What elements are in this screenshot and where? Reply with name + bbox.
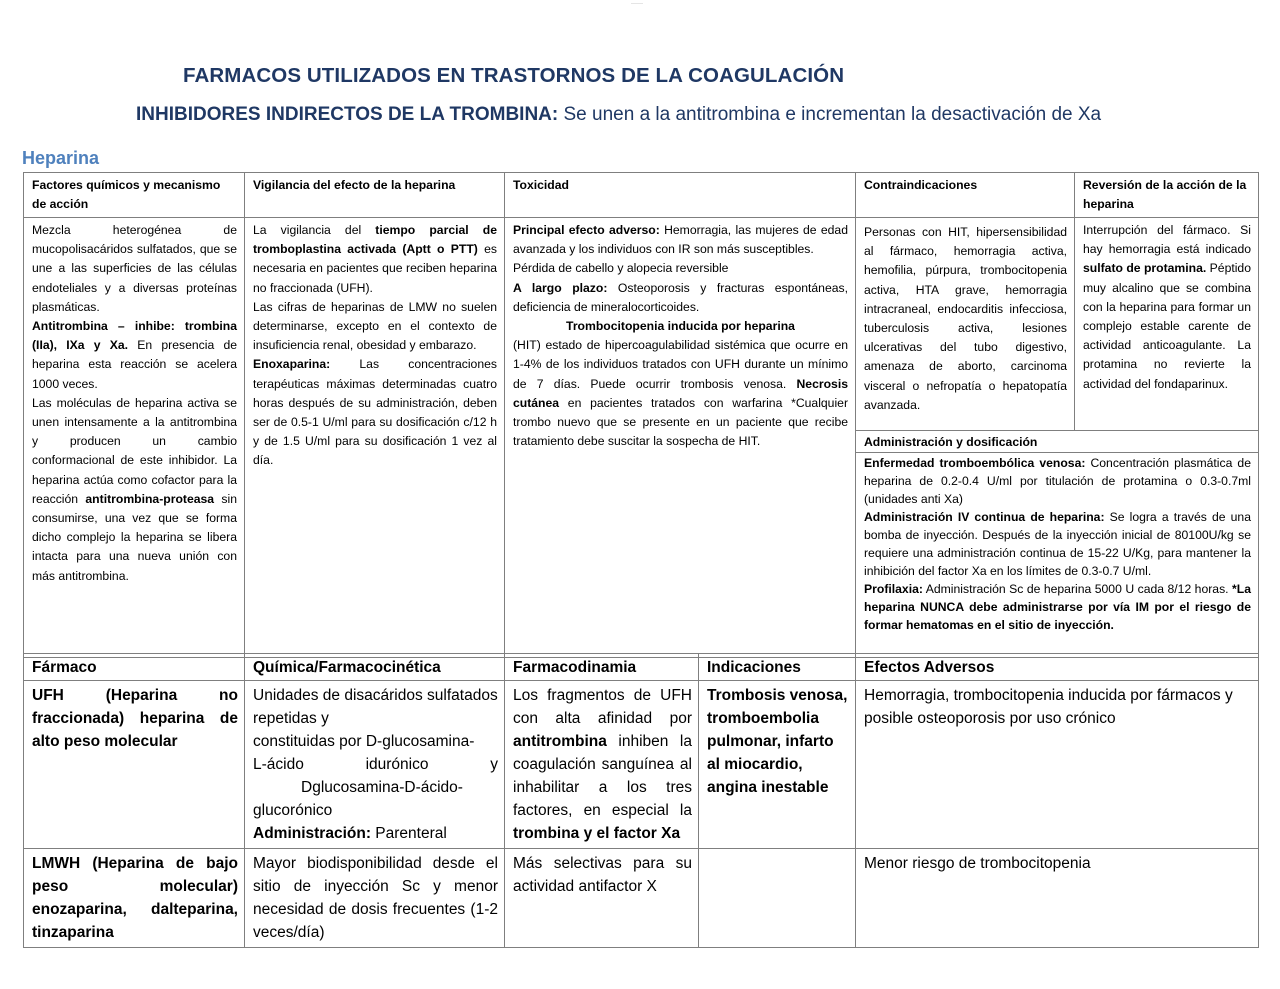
adverse-ufh: Hemorragia, trombocitopenia inducida por fármacos y posible osteoporosis por uso crónico (856, 681, 1259, 849)
monitoring-p1b: es necesaria en pacientes que reciben heparina no fraccionada (UFH). (253, 242, 497, 295)
chemistry-ufh-line1: Unidades de disacáridos sulfatados repetidas y (253, 687, 498, 727)
header-drug: Fármaco (24, 654, 245, 681)
chemistry-ufh-line3: L-ácido idurónico y (253, 756, 498, 773)
mechanism-p2: En presencia de heparina esta reacción se acelera 1000 veces. (32, 338, 238, 391)
page-title: FARMACOS UTILIZADOS EN TRASTORNOS DE LA COAGULACIÓN (183, 64, 845, 87)
drug-lmwh: LMWH (Heparina de bajo peso molecular) enozaparina, dalteparina, tinzaparina (24, 849, 245, 948)
chemistry-ufh (245, 681, 505, 849)
cell-reversal (1075, 218, 1259, 431)
admin-iv-text: Se logra a través de una bomba de inyección. Después de la inyección inicial de 80100U/kg se requiere una administración continua de 15-22 U/Kg, para mantener la inhibición del factor Xa en los límites de 0.3-0.7 U/ml. (864, 510, 1251, 578)
mechanism-p1: Mezcla heterogénea de mucopolisacáridos sulfatados, que se une a las superficies de las células endoteliales y a diversas proteínas plasmáticas. (32, 223, 237, 314)
chemistry-ufh-admin: Administración: Parenteral (253, 825, 447, 842)
header-adverse-effects: Efectos Adversos (856, 654, 1259, 681)
toxicity-longterm-label: A largo plazo: (513, 280, 608, 295)
toxicity-p3: Osteoporosis y fracturas espontáneas, deficiencia de mineralocorticoides. (513, 280, 848, 314)
header-reversal: Reversión de la acción de la heparina (1075, 173, 1259, 218)
chemistry-ufh-line4: Dglucosamina-D-ácido- (301, 779, 463, 796)
header-mechanism: Factores químicos y mecanismo de acción (24, 173, 245, 218)
header-contraindications: Contraindicaciones (856, 173, 1075, 218)
monitoring-p3: Las concentraciones terapéuticas máximas determinadas cuatro horas después de su administración, deben ser de 0.5-1 U/ml para su dosificación c/12 h y de 1.5 U/ml para su dosificación 1 vez al día. (253, 357, 497, 468)
table-row (24, 681, 1259, 849)
header-indications: Indicaciones (699, 654, 856, 681)
monitoring-aptt: tiempo parcial de tromboplastina activada (Aptt o PTT) (253, 223, 497, 257)
toxicity-p5-rest: en pacientes tratados con warfarina *Cualquier trombo nuevo que se presente en un paciente que recibe tratamiento debe suscitar la sospecha de HIT. (513, 395, 848, 449)
header-chemistry: Química/Farmacocinética (245, 654, 505, 681)
cell-monitoring (245, 218, 505, 658)
subtitle-label: INHIBIDORES INDIRECTOS DE LA TROMBINA: (136, 104, 559, 125)
pharmacodynamics-ufh: Los fragmentos de UFH con alta afinidad por antitrombina inhiben la coagulación sanguínea al inhabilitar a los tres factores, en especial la trombina y el factor Xa (505, 681, 699, 849)
admin-iv-label: Administración IV continua de heparina: (864, 510, 1105, 524)
chemistry-lmwh: Mayor biodisponibilidad desde el sitio de inyección Sc y menor necesidad de dosis frecuentes (1-2 veces/día) (245, 849, 505, 948)
drug-comparison-table (23, 653, 1259, 948)
cell-contraindications (856, 218, 1075, 431)
page-subtitle (136, 104, 1101, 126)
toxicity-p5: (HIT) estado de hipercoagulabilidad sistémica que ocurre en 1-4% de los individuos tratados con UFH durante un mínimo de 7 días. Puede ocurrir trombosis venosa. (513, 338, 848, 391)
cell-toxicity (505, 218, 856, 658)
pharmacodynamics-lmwh: Más selectivas para su actividad antifactor X (505, 849, 699, 948)
toxicity-p1: Hemorragia, las mujeres de edad avanzada y los individuos con IR son más susceptibles. (513, 223, 848, 257)
chemistry-ufh-line2: constituidas por D-glucosamina- (253, 733, 475, 750)
mechanism-protease: antitrombina-proteasa (85, 491, 215, 506)
table-row (24, 849, 1259, 948)
admin-prophylaxis-label: Profilaxia: (864, 582, 923, 596)
section-heading: Heparina (22, 148, 100, 168)
admin-vte-label: Enfermedad tromboembólica venosa: (864, 456, 1086, 470)
admin-prophylaxis-text: Administración Sc de heparina 5000 U cada 8/12 horas. (922, 582, 1233, 596)
monitoring-p1a: La vigilancia del (253, 223, 376, 237)
header-toxicity: Toxicidad (505, 173, 856, 218)
header-administration: Administración y dosificación (856, 431, 1259, 453)
monitoring-enoxaparin: Enoxaparina: (253, 357, 331, 372)
cell-administration (856, 453, 1259, 658)
header-monitoring: Vigilancia del efecto de la heparina (245, 173, 505, 218)
header-pharmacodynamics: Farmacodinamia (505, 654, 699, 681)
indications-lmwh (699, 849, 856, 948)
admin-vte-text: Concentración plasmática de heparina de 0.2-0.4 U/ml por titulación de protamina o 0.3-0.7ml (unidades anti Xa) (864, 456, 1251, 506)
drug-ufh: UFH (Heparina no fraccionada) heparina de alto peso molecular (24, 681, 245, 849)
admin-warning: *La heparina NUNCA debe administrarse por vía IM por el riesgo de formar hematomas en el sitio de inyección. (864, 582, 1251, 632)
indications-ufh: Trombosis venosa, tromboembolia pulmonar, infarto al miocardio, angina inestable (699, 681, 856, 849)
toxicity-main-label: Principal efecto adverso: (513, 223, 660, 237)
toxicity-necrosis: Necrosis cutánea (513, 376, 848, 410)
toxicity-p2: Pérdida de cabello y alopecia reversible (513, 261, 729, 276)
reversal-protamine: sulfato de protamina. (1083, 261, 1207, 276)
subtitle-text: Se unen a la antitrombina e incrementan la desactivación de Xa (558, 104, 1102, 125)
cell-mechanism (24, 218, 245, 658)
adverse-lmwh: Menor riesgo de trombocitopenia (856, 849, 1259, 948)
monitoring-p2: Las cifras de heparinas de LMW no suelen determinarse, excepto en el contexto de insuficiencia renal, obesidad y embarazo. (253, 299, 497, 353)
mechanism-p3a: Las moléculas de heparina activa se unen intensamente a la antitrombina y producen un cambio conformacional de este inhibidor. La heparina actúa como cofactor para la reacción (32, 395, 237, 506)
mechanism-p3b: sin consumirse, una vez que se forma dicho complejo la heparina se libera intacta para una nueva unión con más antitrombina. (32, 491, 237, 583)
chemistry-ufh-line5: glucorónico (253, 802, 333, 819)
toxicity-hit-heading: Trombocitopenia inducida por heparina (566, 319, 795, 334)
reversal-p1a: Interrupción del fármaco. Si hay hemorragia está indicado (1083, 223, 1251, 257)
header-mark: ——— (631, 0, 643, 5)
contraindications-text: Personas con HIT, hipersensibilidad al fármaco, hemorragia activa, hemofilia, púrpura, trombocitopenia activa, HTA grave, hemorragia intracraneal, endocarditis infecciosa, tuberculosis activa, lesiones ulcerativas del tubo digestivo, amenaza de aborto, carcinoma visceral o nefropatía o hepatopatía avanzada. (864, 225, 1067, 412)
mechanism-antithrombin: Antitrombina – inhibe: trombina (IIa), IXa y Xa. (32, 319, 237, 353)
reversal-p1b: Péptido muy alcalino que se combina con la heparina para formar un complejo estable carente de actividad anticoagulante. La protamina no revierte la actividad del fondaparinux. (1083, 261, 1251, 391)
heparin-detail-table (23, 172, 1259, 658)
